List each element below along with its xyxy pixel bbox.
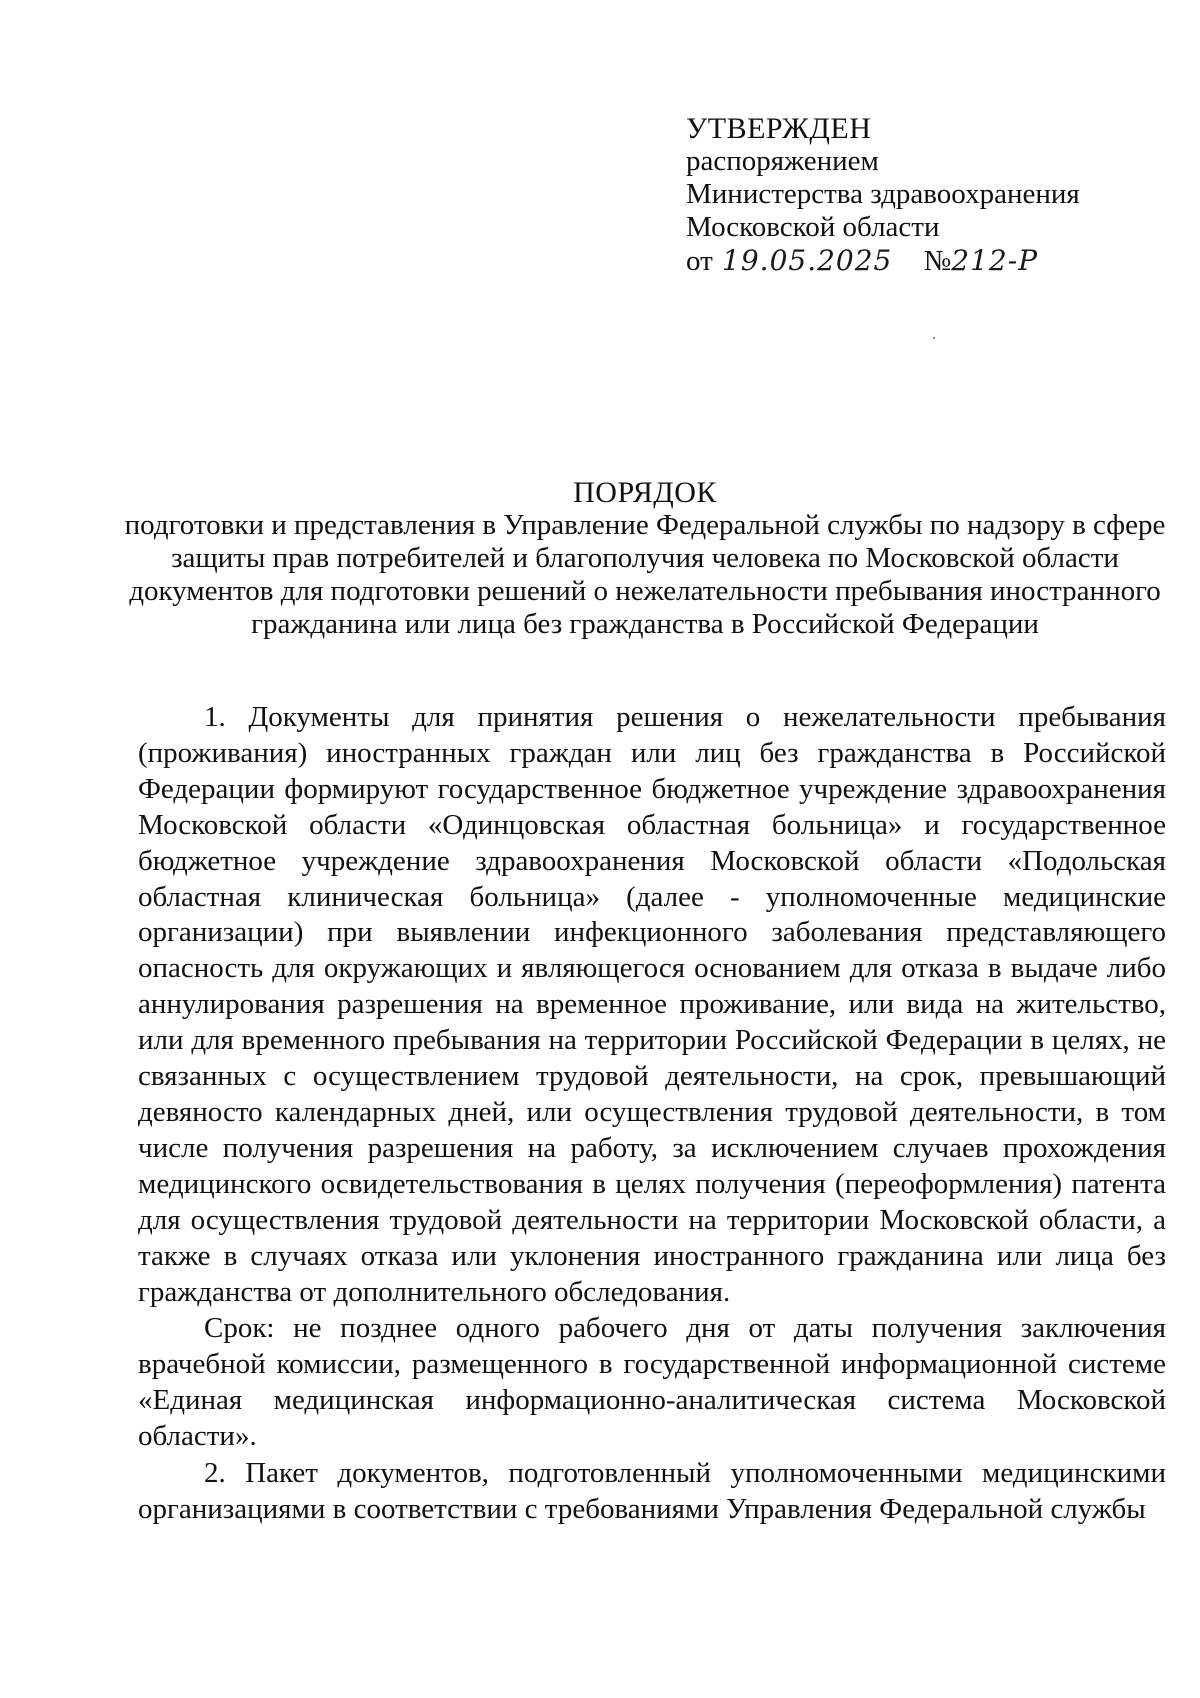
approval-title: УТВЕРЖДЕН (686, 112, 872, 145)
approval-line-ministry: Министерства здравоохранения (686, 178, 1080, 210)
paragraph-1: 1. Документы для принятия решения о нежелательности пребывания (проживания) иностранных граждан или лиц без гражданства в Российской Федерации формируют государственное бюджетное учреждение здравоохранения Московской области «Одинцовская областная больница» и государственное бюджетное учреждение здравоохранения Московской области «Подольская областная клиническая больница» (далее - уполномоченные медицинские организации) при выявлении инфекционного заболевания представляющего опасность для окружающих и являющегося основанием для отказа в выдаче либо аннулирования разрешения на временное проживание, или вида на жительство, или для временного пребывания на территории Российской Федерации в целях, не связанных с осуществлением трудовой деятельности, на срок, превышающий девяносто календарных дней, или осуществления трудовой деятельности, в том числе получения разрешения на работу, за исключением случаев прохождения медицинского освидетельствования в целях получения (переоформления) патента для осуществления трудовой деятельности на территории Московской области, а также в случаях отказа или уклонения иностранного гражданина или лица без гражданства от дополнительного обследования. (138, 701, 1166, 1308)
document-heading (100, 476, 1190, 641)
approval-date-number-line (686, 244, 1080, 278)
approval-line-region: Московской области (686, 211, 940, 243)
document-title: ПОРЯДОК (573, 476, 717, 509)
number-prefix: № (923, 245, 952, 277)
paragraph-2: 2. Пакет документов, подготовленный уполномоченными медицинскими организациями в соответствии с требованиями Управления Федеральной службы (138, 1457, 1166, 1525)
handwritten-number: 212-Р (951, 244, 1039, 277)
date-prefix: от (686, 245, 713, 277)
document-body (138, 700, 1166, 1529)
approval-line-order: распоряжением (686, 145, 879, 177)
handwritten-date: 19.05.2025 (722, 244, 893, 277)
approval-stamp-block (686, 112, 1080, 278)
document-subtitle: подготовки и представления в Управление Федеральной службы по надзору в сфере защиты прав потребителей и благополучия человека по Московской области документов для подготовки решений о нежелательности пребывания иностранного гражданина или лица без гражданства в Российской Федерации (124, 509, 1166, 640)
scan-speck (933, 337, 935, 339)
paragraph-deadline: Срок: не позднее одного рабочего дня от даты получения заключения врачебной комиссии, размещенного в государственной информационной системе «Единая медицинская информационно-аналитическая система Московской области». (138, 1312, 1166, 1453)
